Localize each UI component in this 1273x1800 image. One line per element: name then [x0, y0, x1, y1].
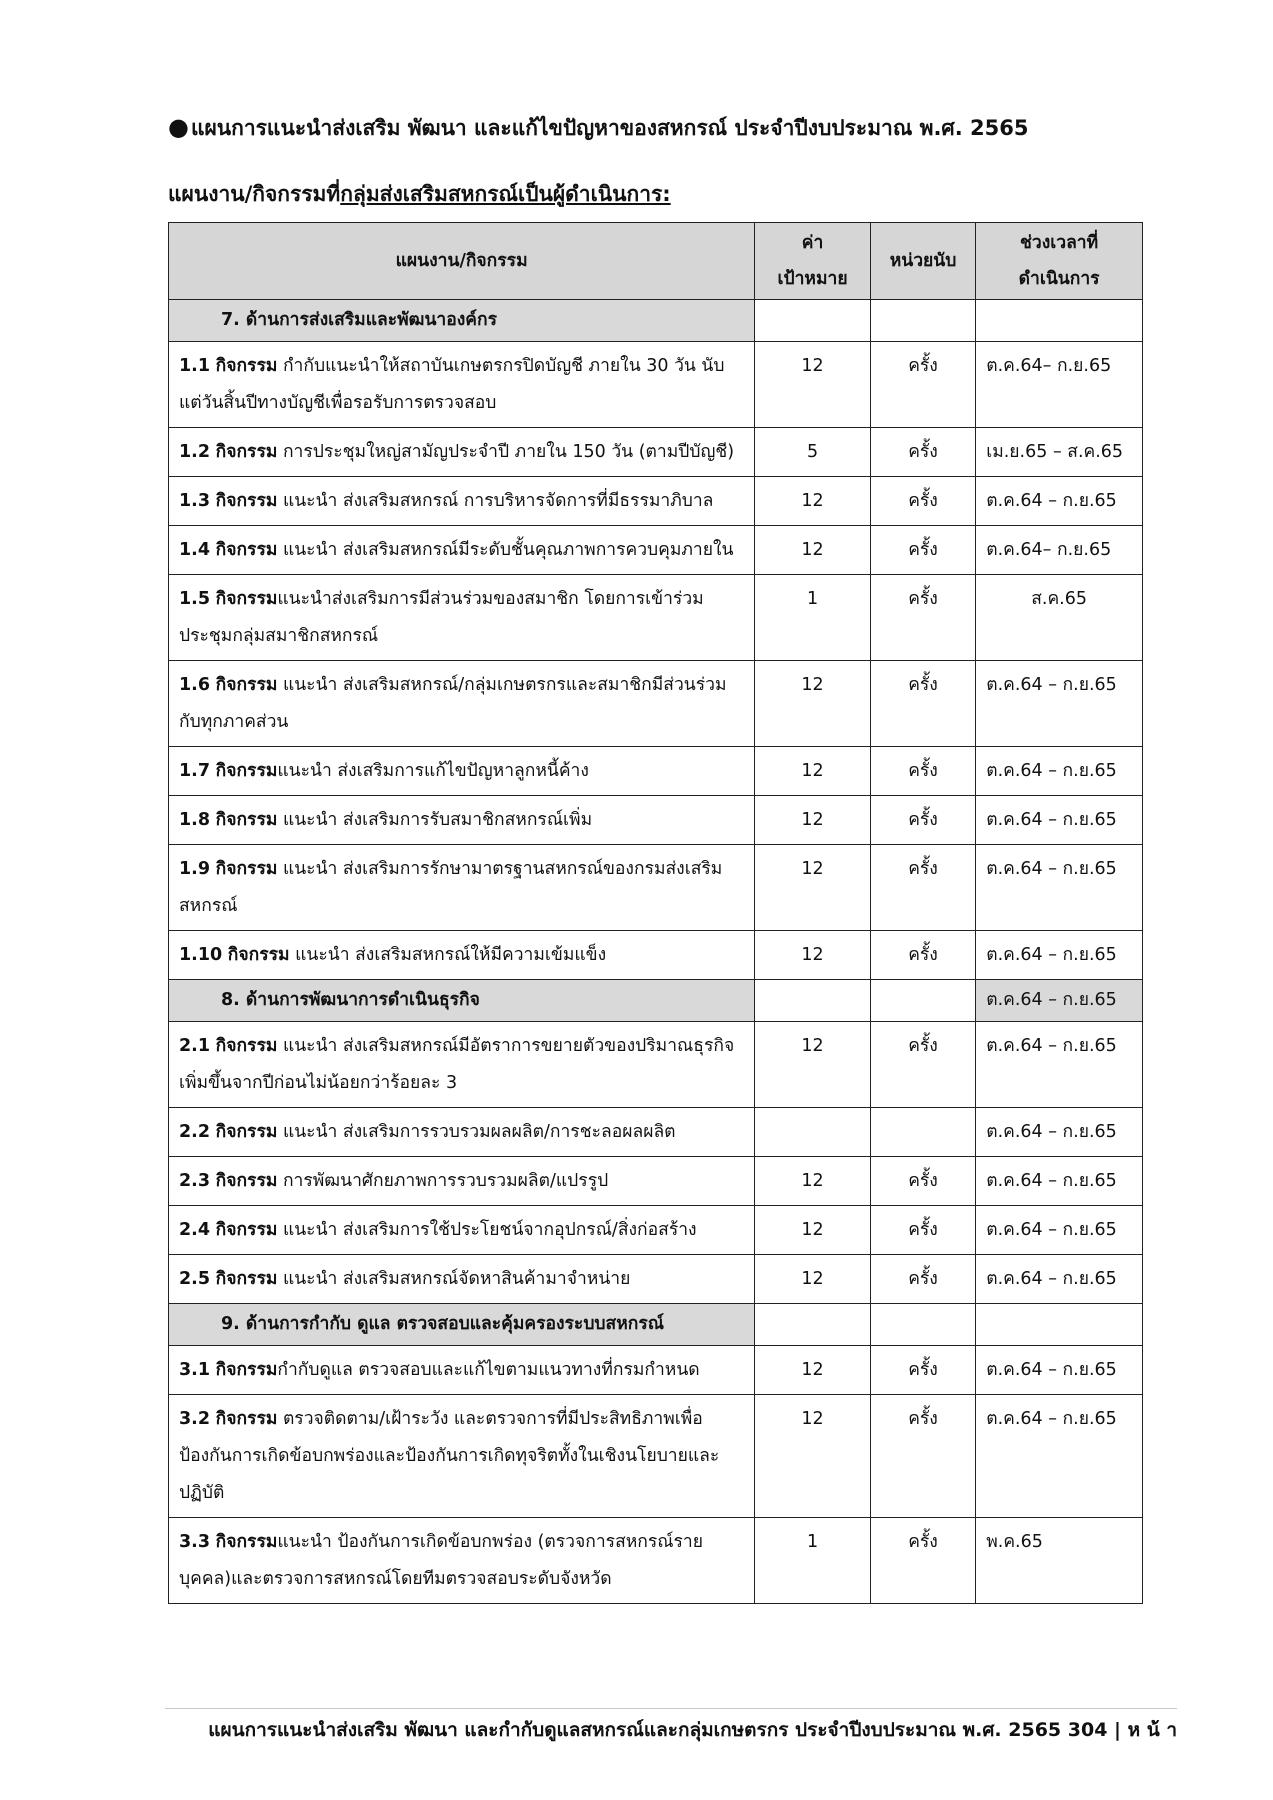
section-row: [169, 300, 1143, 342]
section-row: [169, 1304, 1143, 1346]
unit-cell: ครั้ง: [870, 526, 975, 575]
table-row: [169, 1346, 1143, 1395]
target-cell: 12: [755, 1255, 871, 1304]
period-cell: ต.ค.64 – ก.ย.65: [976, 1255, 1143, 1304]
activity-description: การพัฒนาศักยภาพการรวบรวมผลิต/แปรรูป: [277, 1171, 609, 1191]
activity-code: 2.1: [179, 1036, 211, 1056]
table-row: [169, 1518, 1143, 1604]
section-target-cell: [755, 980, 871, 1022]
period-cell: ต.ค.64– ก.ย.65: [976, 526, 1143, 575]
activity-label: กิจกรรม: [215, 1220, 278, 1240]
unit-cell: ครั้ง: [870, 796, 975, 845]
header-period-line1: ช่วงเวลาที่: [1020, 233, 1099, 253]
unit-cell: ครั้ง: [870, 1022, 975, 1108]
activity-code: 1.9: [179, 859, 211, 879]
target-cell: 12: [755, 1022, 871, 1108]
document-title: [168, 112, 1029, 145]
unit-cell: ครั้ง: [870, 575, 975, 661]
section-unit-cell: [870, 980, 975, 1022]
activity-code: 2.5: [179, 1269, 211, 1289]
activity-label: กิจกรรม: [227, 945, 290, 965]
activity-label: กิจกรรม: [215, 491, 278, 511]
activity-label: กิจกรรม: [215, 1269, 278, 1289]
period-cell: ต.ค.64– ก.ย.65: [976, 342, 1143, 428]
header-target: [755, 223, 871, 300]
target-cell: 1: [755, 575, 871, 661]
table-row: [169, 1395, 1143, 1518]
table-row: [169, 1206, 1143, 1255]
period-cell: ต.ค.64 – ก.ย.65: [976, 1157, 1143, 1206]
header-period-line2: ดำเนินการ: [1018, 269, 1100, 289]
activity-cell: [169, 1157, 755, 1206]
target-cell: 12: [755, 796, 871, 845]
activity-cell: [169, 342, 755, 428]
unit-cell: ครั้ง: [870, 1346, 975, 1395]
plan-table-body: [169, 300, 1143, 1604]
period-cell: ต.ค.64 – ก.ย.65: [976, 1206, 1143, 1255]
table-row: [169, 477, 1143, 526]
bullet-icon: ●: [168, 113, 189, 141]
activity-code: 2.3: [179, 1171, 211, 1191]
activity-code: 1.6: [179, 675, 211, 695]
table-row: [169, 661, 1143, 747]
activity-label: กิจกรรม: [215, 589, 278, 609]
activity-description: แนะนำ ส่งเสริมสหกรณ์ให้มีความเข้มแข็ง: [289, 945, 607, 965]
activity-cell: [169, 1206, 755, 1255]
plan-table: [168, 222, 1143, 1604]
table-row: [169, 1022, 1143, 1108]
table-row: [169, 575, 1143, 661]
target-cell: 12: [755, 1206, 871, 1255]
activity-code: 1.3: [179, 491, 211, 511]
activity-description: แนะนำ ส่งเสริมการรวบรวมผลผลิต/การชะลอผลผลิต: [277, 1122, 676, 1142]
activity-label: กิจกรรม: [215, 442, 278, 462]
activity-description: แนะนำ ส่งเสริมการรักษามาตรฐานสหกรณ์ของกรมส่งเสริมสหกรณ์: [179, 859, 723, 916]
activity-description: แนะนำ ป้องกันการเกิดข้อบกพร่อง (ตรวจการสหกรณ์รายบุคคล)และตรวจการสหกรณ์โดยทีมตรวจสอบระดับจังหวัด: [179, 1532, 704, 1589]
unit-cell: ครั้ง: [870, 661, 975, 747]
activity-code: 1.5: [179, 589, 211, 609]
subtitle-underlined: กลุ่มส่งเสริมสหกรณ์เป็นผู้ดำเนินการ:: [340, 182, 671, 206]
activity-description: ตรวจติดตาม/เฝ้าระวัง และตรวจการที่มีประสิทธิภาพเพื่อป้องกันการเกิดข้อบกพร่องและป้องกันการเกิดทุจริตทั้งในเชิงนโยบายและปฏิบัติ: [179, 1409, 720, 1503]
activity-code: 1.7: [179, 761, 211, 781]
activity-description: แนะนำ ส่งเสริมการรับสมาชิกสหกรณ์เพิ่ม: [277, 810, 593, 830]
section-unit-cell: [870, 1304, 975, 1346]
unit-cell: [870, 1108, 975, 1157]
header-target-line2: เป้าหมาย: [777, 269, 848, 289]
section-title: 8. ด้านการพัฒนาการดำเนินธุรกิจ: [169, 980, 755, 1022]
unit-cell: ครั้ง: [870, 1395, 975, 1518]
activity-cell: [169, 1255, 755, 1304]
table-row: [169, 1157, 1143, 1206]
target-cell: 12: [755, 845, 871, 931]
target-cell: 5: [755, 428, 871, 477]
activity-code: 2.4: [179, 1220, 211, 1240]
activity-cell: [169, 845, 755, 931]
activity-description: กำกับแนะนำให้สถาบันเกษตรกรปิดบัญชี ภายใน 30 วัน นับแต่วันสิ้นปีทางบัญชีเพื่อรอรับการตรวจสอบ: [179, 356, 725, 413]
footer-divider: [165, 1708, 1177, 1709]
subtitle-prefix: แผนงาน/กิจกรรมที่: [168, 182, 341, 206]
activity-label: กิจกรรม: [215, 1171, 278, 1191]
period-cell: พ.ค.65: [976, 1518, 1143, 1604]
target-cell: [755, 1108, 871, 1157]
activity-cell: [169, 796, 755, 845]
activity-description: แนะนำส่งเสริมการมีส่วนร่วมของสมาชิก โดยการเข้าร่วมประชุมกลุ่มสมาชิกสหกรณ์: [179, 589, 704, 646]
section-period-cell: ต.ค.64 – ก.ย.65: [976, 980, 1143, 1022]
header-unit: หน่วยนับ: [870, 223, 975, 300]
target-cell: 12: [755, 1157, 871, 1206]
target-cell: 12: [755, 747, 871, 796]
period-cell: ต.ค.64 – ก.ย.65: [976, 1346, 1143, 1395]
target-cell: 12: [755, 1346, 871, 1395]
activity-cell: [169, 575, 755, 661]
table-header-row: [169, 223, 1143, 300]
document-title-text: แผนการแนะนำส่งเสริม พัฒนา และแก้ไขปัญหาของสหกรณ์ ประจำปีงบประมาณ พ.ศ. 2565: [190, 116, 1029, 140]
activity-cell: [169, 477, 755, 526]
period-cell: เม.ย.65 – ส.ค.65: [976, 428, 1143, 477]
activity-cell: [169, 931, 755, 980]
header-target-line1: ค่า: [801, 233, 824, 253]
activity-label: กิจกรรม: [215, 540, 278, 560]
section-target-cell: [755, 1304, 871, 1346]
period-cell: ต.ค.64 – ก.ย.65: [976, 1395, 1143, 1518]
activity-code: 3.1: [179, 1360, 211, 1380]
activity-description: แนะนำ ส่งเสริมสหกรณ์/กลุ่มเกษตรกรและสมาชิกมีส่วนร่วมกับทุกภาคส่วน: [179, 675, 727, 732]
unit-cell: ครั้ง: [870, 1206, 975, 1255]
activity-description: แนะนำ ส่งเสริมสหกรณ์จัดหาสินค้ามาจำหน่าย: [277, 1269, 631, 1289]
target-cell: 12: [755, 661, 871, 747]
activity-cell: [169, 747, 755, 796]
activity-description: แนะนำ ส่งเสริมการแก้ไขปัญหาลูกหนี้ค้าง: [277, 761, 589, 781]
unit-cell: ครั้ง: [870, 428, 975, 477]
period-cell: ต.ค.64 – ก.ย.65: [976, 661, 1143, 747]
activity-label: กิจกรรม: [215, 1122, 278, 1142]
section-row: [169, 980, 1143, 1022]
table-row: [169, 747, 1143, 796]
header-period: [976, 223, 1143, 300]
period-cell: ต.ค.64 – ก.ย.65: [976, 747, 1143, 796]
unit-cell: ครั้ง: [870, 1518, 975, 1604]
activity-code: 3.2: [179, 1409, 211, 1429]
table-row: [169, 428, 1143, 477]
activity-description: แนะนำ ส่งเสริมสหกรณ์มีระดับชั้นคุณภาพการควบคุมภายใน: [277, 540, 734, 560]
activity-cell: [169, 428, 755, 477]
page-footer: แผนการแนะนำส่งเสริม พัฒนา และกำกับดูแลสหกรณ์และกลุ่มเกษตรกร ประจำปีงบประมาณ พ.ศ. 2565 304 | ห น้ า: [208, 1719, 1177, 1741]
period-cell: ต.ค.64 – ก.ย.65: [976, 845, 1143, 931]
target-cell: 12: [755, 931, 871, 980]
activity-code: 3.3: [179, 1532, 211, 1552]
table-row: [169, 931, 1143, 980]
section-unit-cell: [870, 300, 975, 342]
target-cell: 12: [755, 477, 871, 526]
unit-cell: ครั้ง: [870, 1157, 975, 1206]
activity-description: แนะนำ ส่งเสริมสหกรณ์ การบริหารจัดการที่มีธรรมาภิบาล: [277, 491, 714, 511]
header-activity: แผนงาน/กิจกรรม: [169, 223, 755, 300]
unit-cell: ครั้ง: [870, 342, 975, 428]
section-period-cell: [976, 1304, 1143, 1346]
unit-cell: ครั้ง: [870, 747, 975, 796]
table-row: [169, 526, 1143, 575]
section-title: 9. ด้านการกำกับ ดูแล ตรวจสอบและคุ้มครองระบบสหกรณ์: [169, 1304, 755, 1346]
period-cell: ส.ค.65: [976, 575, 1143, 661]
table-row: [169, 1108, 1143, 1157]
activity-code: 2.2: [179, 1122, 211, 1142]
activity-label: กิจกรรม: [215, 1360, 278, 1380]
activity-label: กิจกรรม: [215, 1036, 278, 1056]
activity-label: กิจกรรม: [215, 356, 278, 376]
activity-label: กิจกรรม: [215, 859, 278, 879]
unit-cell: ครั้ง: [870, 1255, 975, 1304]
activity-cell: [169, 1518, 755, 1604]
table-row: [169, 1255, 1143, 1304]
activity-cell: [169, 526, 755, 575]
target-cell: 1: [755, 1518, 871, 1604]
activity-description: การประชุมใหญ่สามัญประจำปี ภายใน 150 วัน (ตามปีบัญชี): [277, 442, 735, 462]
period-cell: ต.ค.64 – ก.ย.65: [976, 931, 1143, 980]
activity-label: กิจกรรม: [215, 1532, 278, 1552]
activity-code: 1.2: [179, 442, 211, 462]
activity-cell: [169, 1108, 755, 1157]
period-cell: ต.ค.64 – ก.ย.65: [976, 796, 1143, 845]
target-cell: 12: [755, 342, 871, 428]
activity-code: 1.10: [179, 945, 223, 965]
activity-cell: [169, 1395, 755, 1518]
activity-code: 1.4: [179, 540, 211, 560]
activity-code: 1.8: [179, 810, 211, 830]
section-subtitle: [168, 178, 671, 211]
section-target-cell: [755, 300, 871, 342]
activity-label: กิจกรรม: [215, 1409, 278, 1429]
activity-code: 1.1: [179, 356, 211, 376]
activity-label: กิจกรรม: [215, 761, 278, 781]
target-cell: 12: [755, 1395, 871, 1518]
activity-cell: [169, 1346, 755, 1395]
activity-label: กิจกรรม: [215, 810, 278, 830]
unit-cell: ครั้ง: [870, 931, 975, 980]
activity-description: กำกับดูแล ตรวจสอบและแก้ไขตามแนวทางที่กรมกำหนด: [277, 1360, 700, 1380]
activity-cell: [169, 1022, 755, 1108]
activity-cell: [169, 661, 755, 747]
section-title: 7. ด้านการส่งเสริมและพัฒนาองค์กร: [169, 300, 755, 342]
section-period-cell: [976, 300, 1143, 342]
unit-cell: ครั้ง: [870, 845, 975, 931]
activity-description: แนะนำ ส่งเสริมสหกรณ์มีอัตราการขยายตัวของปริมาณธุรกิจเพิ่มขึ้นจากปีก่อนไม่น้อยกว่าร้อยละ 3: [179, 1036, 735, 1093]
table-row: [169, 845, 1143, 931]
activity-label: กิจกรรม: [215, 675, 278, 695]
period-cell: ต.ค.64 – ก.ย.65: [976, 477, 1143, 526]
target-cell: 12: [755, 526, 871, 575]
period-cell: ต.ค.64 – ก.ย.65: [976, 1022, 1143, 1108]
table-row: [169, 342, 1143, 428]
table-row: [169, 796, 1143, 845]
activity-description: แนะนำ ส่งเสริมการใช้ประโยชน์จากอุปกรณ์/สิ่งก่อสร้าง: [277, 1220, 697, 1240]
period-cell: ต.ค.64 – ก.ย.65: [976, 1108, 1143, 1157]
unit-cell: ครั้ง: [870, 477, 975, 526]
